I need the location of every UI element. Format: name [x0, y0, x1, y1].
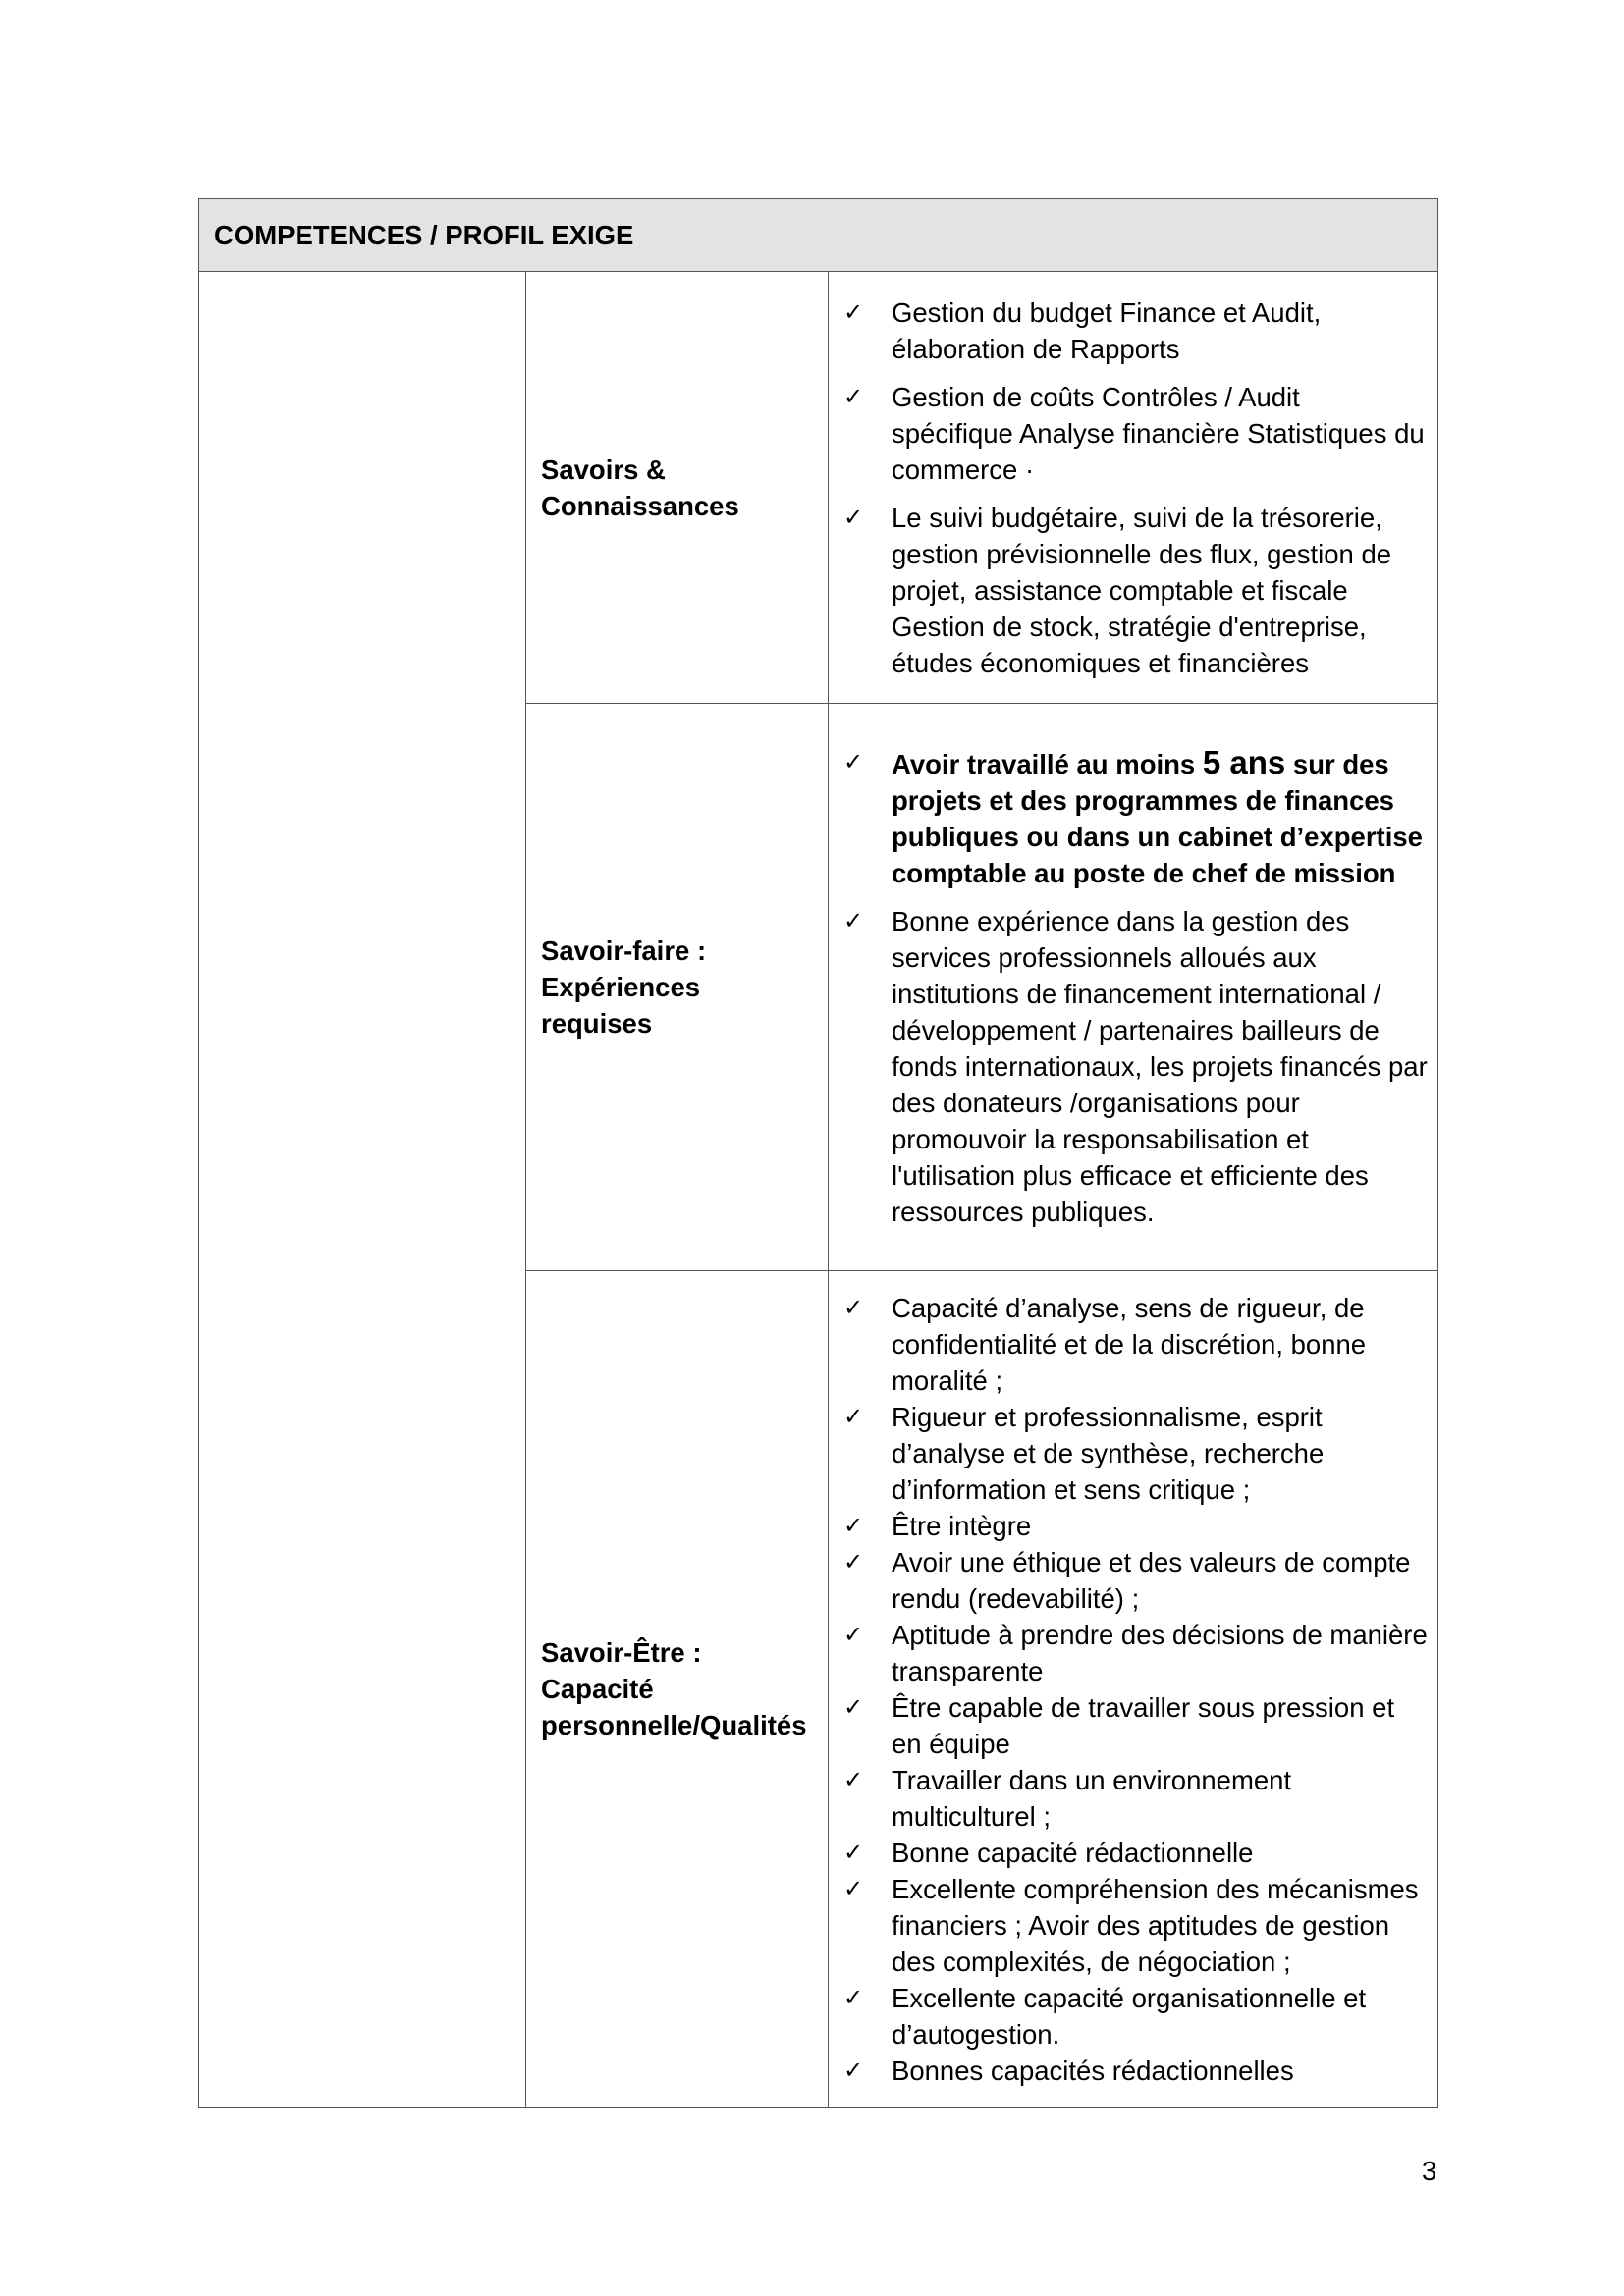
list-item	[829, 1508, 1437, 1544]
label-line: requises	[541, 1008, 653, 1039]
list-item	[829, 379, 1437, 488]
label-line: personnelle/Qualités	[541, 1710, 807, 1740]
checkmark-icon: ✓	[843, 1402, 864, 1430]
checkmark-icon: ✓	[843, 907, 864, 934]
table-header: COMPETENCES / PROFIL EXIGE	[199, 199, 1438, 272]
item-text: Excellente capacité organisationnelle et d’autogestion.	[892, 1982, 1367, 2050]
checkmark-icon: ✓	[843, 1765, 864, 1793]
section-items-savoir-etre	[829, 1271, 1438, 2108]
list-item	[829, 1617, 1437, 1689]
list-item	[829, 1290, 1437, 1399]
section-label-savoir-etre	[526, 1271, 829, 2108]
item-text: Être capable de travailler sous pression et en équipe	[892, 1691, 1395, 1759]
item-text: Gestion de coûts Contrôles / Audit spécifique Analyse financière Statistiques du commerce ·	[892, 381, 1425, 485]
item-text: Excellente compréhension des mécanismes financiers ; Avoir des aptitudes de gestion des complexités, de négociation ;	[892, 1873, 1419, 1977]
page-number: 3	[1422, 2156, 1437, 2186]
list-item	[829, 500, 1437, 681]
list-item	[829, 294, 1437, 367]
section-label-savoirs	[526, 272, 829, 704]
checkmark-icon: ✓	[843, 1293, 864, 1321]
section-items-savoirs	[829, 272, 1438, 704]
list-item	[829, 1762, 1437, 1835]
item-text: Bonne expérience dans la gestion des services professionnels alloués aux institutions de financement international / développement / partenaires bailleurs de fonds internationaux, les projets financés par des donateurs /organisations pour promouvoir la responsabilisation et l'utilisation plus efficace et efficiente des ressources publiques.	[892, 906, 1428, 1227]
checklist	[829, 294, 1437, 681]
item-text: Rigueur et professionnalisme, esprit d’analyse et de synthèse, recherche d’information et sens critique ;	[892, 1401, 1325, 1505]
list-item	[829, 1544, 1437, 1617]
list-item	[829, 903, 1437, 1230]
item-text: Le suivi budgétaire, suivi de la trésorerie, gestion prévisionnelle des flux, gestion de projet, assistance comptable et fiscale Gestion de stock, stratégie d'entreprise, études économiques et financières	[892, 502, 1392, 678]
item-text: Aptitude à prendre des décisions de manière transparente	[892, 1619, 1428, 1686]
list-item-emphasized	[829, 744, 1437, 891]
checkmark-icon: ✓	[843, 382, 864, 410]
list-item	[829, 1871, 1437, 1980]
checkmark-icon: ✓	[843, 1983, 864, 2011]
label-line: Connaissances	[541, 490, 739, 521]
item-text: Avoir une éthique et des valeurs de compte rendu (redevabilité) ;	[892, 1546, 1411, 1614]
list-item	[829, 1835, 1437, 1871]
checkmark-icon: ✓	[843, 2056, 864, 2084]
list-item	[829, 1689, 1437, 1762]
checkmark-icon: ✓	[843, 1692, 864, 1721]
competences-table	[198, 198, 1438, 2108]
checkmark-icon: ✓	[843, 1874, 864, 1902]
checkmark-icon: ✓	[843, 1620, 864, 1648]
checkmark-icon: ✓	[843, 503, 864, 531]
checkmark-icon: ✓	[843, 1547, 864, 1575]
checklist	[829, 744, 1437, 1230]
item-text-start: Avoir travaillé au moins	[892, 749, 1203, 779]
checkmark-icon: ✓	[843, 297, 864, 326]
item-text: Bonne capacité rédactionnelle	[892, 1837, 1254, 1868]
list-item	[829, 1399, 1437, 1508]
item-text: Gestion du budget Finance et Audit, élaboration de Rapports	[892, 296, 1322, 364]
label-line: Savoirs &	[541, 454, 666, 485]
label-line: Savoir-Être :	[541, 1637, 702, 1668]
item-text: Bonnes capacités rédactionnelles	[892, 2055, 1294, 2086]
checkmark-icon: ✓	[843, 1511, 864, 1539]
checkmark-icon: ✓	[843, 1838, 864, 1866]
item-text-end: sur des projets et des programmes de finances publiques ou dans un cabinet d’expertise comptable au poste de chef de mission	[892, 749, 1423, 888]
item-text: Travailler dans un environnement multiculturel ;	[892, 1764, 1292, 1832]
label-line: Savoir-faire :	[541, 935, 707, 966]
label-line: Expériences	[541, 972, 701, 1002]
years-highlight: 5 ans	[1202, 744, 1286, 780]
checkmark-icon: ✓	[843, 748, 864, 775]
item-text: Être intègre	[892, 1510, 1032, 1541]
checklist	[829, 1290, 1437, 2089]
section-label-savoir-faire	[526, 704, 829, 1271]
empty-first-column	[199, 272, 526, 2108]
label-line: Capacité	[541, 1674, 654, 1704]
item-text: Capacité d’analyse, sens de rigueur, de confidentialité et de la discrétion, bonne moralité ;	[892, 1292, 1367, 1396]
list-item	[829, 1980, 1437, 2053]
section-items-savoir-faire	[829, 704, 1438, 1271]
list-item	[829, 2053, 1437, 2089]
